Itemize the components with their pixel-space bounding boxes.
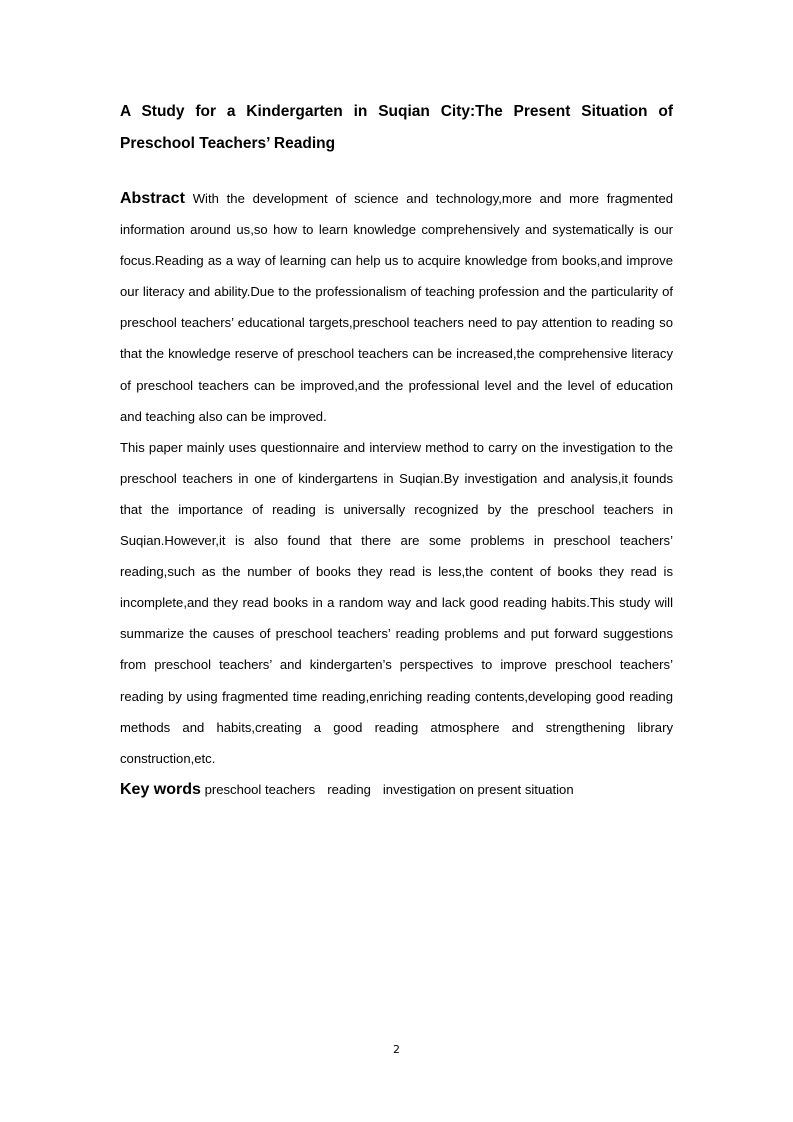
paper-title (120, 96, 673, 160)
paper-title-line-1: A Study for a Kindergarten in Suqian City:The Present Situation of (120, 103, 673, 120)
document-page (120, 96, 673, 805)
abstract-section (120, 183, 673, 774)
page-number: 2 (393, 1043, 400, 1056)
keywords-label: Key words (120, 780, 201, 798)
paper-title-line-2: Preschool Teachers’ Reading (120, 135, 336, 152)
keyword-item: preschool teachers (204, 781, 316, 797)
keywords-section (120, 774, 673, 805)
abstract-paragraph-2: This paper mainly uses questionnaire and interview method to carry on the investigation to the preschool teachers in one of kindergartens in Suqian.By investigation and analysis,it founds that the importance of reading is universally recognized by the preschool teachers in Suqian.However,it is also found that there are some problems in preschool teachers’ reading,such as the number of books they read is less,the content of books they read is incomplete,and they read books in a random way and lack good reading habits.This study will summarize the causes of preschool teachers’ reading problems and put forward suggestions from preschool teachers’ and kindergarten’s perspectives to improve preschool teachers’ reading by using fragmented time reading,enriching reading contents,developing good reading methods and habits,creating a good reading atmosphere and strengthening library construction,etc. (120, 439, 673, 766)
abstract-paragraph-1-text: With the development of science and technology,more and more fragmented information around us,so how to learn knowledge comprehensively and systematically is our focus.Reading as a way of learning can help us to acquire knowledge from books,and improve our literacy and ability.Due to the professionalism of teaching profession and the particularity of preschool teachers’ educational targets,preschool teachers need to pay attention to reading so that the knowledge reserve of preschool teachers can be increased,the comprehensive literacy of preschool teachers can be improved,and the professional level and the level of education and teaching also can be improved. (120, 191, 674, 424)
abstract-paragraph-1 (120, 183, 673, 432)
keyword-item: reading (327, 781, 371, 797)
keyword-item: investigation on present situation (382, 781, 574, 797)
abstract-label: Abstract (120, 190, 185, 207)
